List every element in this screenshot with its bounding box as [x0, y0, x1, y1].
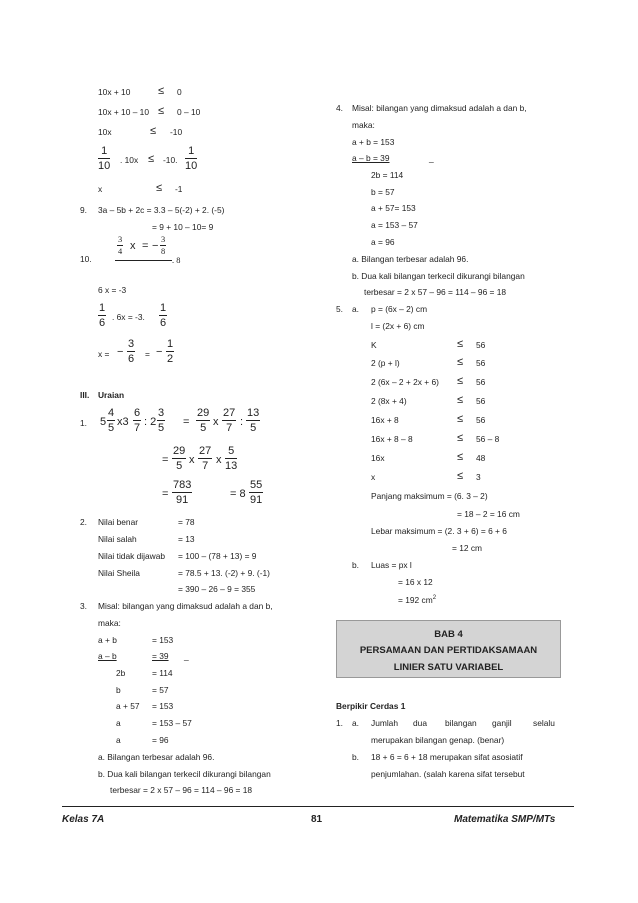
minus-sign: − [156, 346, 163, 358]
fraction: 3 8 [161, 235, 166, 257]
section-title: Uraian [98, 390, 125, 400]
bc-b-line-2: penjumlahan. (salah karena sifat tersebut [371, 769, 525, 779]
q5-key: 2 (p + l) [371, 358, 400, 368]
times-text: x3 [117, 416, 129, 428]
q3-intro: Misal: bilangan yang dimaksud adalah a dan b, [98, 601, 273, 611]
q4-row: a = 153 – 57 [371, 220, 418, 230]
q10-line-2: 6 x = -3 [98, 285, 127, 295]
fraction: 1 10 [185, 145, 198, 172]
q9-line-1: 3a – 5b + 2c = 3.3 – 5(-2) + 2. (-5) [98, 205, 225, 215]
q4-row: a + 57= 153 [371, 203, 416, 213]
equals-sign: = [183, 416, 190, 428]
equals-sign: = [162, 454, 169, 466]
leq-sign: ≤ [158, 85, 165, 97]
q3-key: a + 57 [116, 701, 140, 711]
leq-sign: ≤ [457, 338, 464, 350]
eq-line-2-rhs: 0 – 10 [177, 107, 201, 117]
variable-x: x [130, 240, 136, 252]
q2-value: = 13 [178, 534, 195, 544]
chapter-title-1: PERSAMAAN DAN PERTIDAKSAMAAN [359, 645, 538, 656]
bc-b-line-1: 18 + 6 = 6 + 18 merupakan sifat asosiatif [371, 752, 523, 762]
bc-part-b: b. [352, 752, 359, 762]
q2-value: = 78 [178, 517, 195, 527]
q3-value: = 57 [152, 685, 169, 695]
q5-value: 48 [476, 453, 486, 463]
q9-line-2: = 9 + 10 – 10= 9 [152, 222, 214, 232]
bc-a-line-2: merupakan bilangan genap. (benar) [371, 735, 505, 745]
footer-subject: Matematika SMP/MTs [454, 814, 556, 825]
q3-value: = 39 [152, 651, 169, 661]
fraction: 13 5 [247, 407, 260, 434]
fraction-bar [115, 260, 172, 261]
leq-sign: ≤ [156, 182, 163, 194]
q5-key: 2 (6x – 2 + 2x + 6) [371, 377, 439, 387]
leq-sign: ≤ [457, 356, 464, 368]
q3-value: = 96 [152, 735, 169, 745]
divide-sign: : [240, 416, 244, 428]
q4-answer-a: a. Bilangan terbesar adalah 96. [352, 254, 469, 264]
question-number: 3. [80, 601, 87, 611]
q4-row: a – b = 39 [352, 153, 390, 163]
chapter-title-2: LINIER SATU VARIABEL [393, 662, 504, 673]
fraction: 3 4 [118, 235, 123, 257]
q10-line-4-x: x = [98, 349, 110, 359]
q4-row: b = 57 [371, 187, 395, 197]
bc-word: Jumlah [371, 718, 398, 728]
q5-l: l = (2x + 6) cm [371, 321, 425, 331]
page-number: 81 [311, 814, 323, 825]
q5-value: 3 [476, 472, 481, 482]
q3-answer-b2: terbesar = 2 x 57 – 96 = 114 – 96 = 18 [110, 785, 253, 795]
fraction: 1 6 [160, 302, 167, 329]
chapter-number: BAB 4 [434, 629, 463, 640]
q5-key: 16x [371, 453, 385, 463]
q4-intro: Misal: bilangan yang dimaksud adalah a dan b, [352, 103, 527, 113]
q3-value: = 153 [152, 701, 174, 711]
q2-value: = 100 – (78 + 13) = 9 [178, 551, 257, 561]
q5-key: x [371, 472, 376, 482]
q5-value: 56 [476, 415, 486, 425]
q4-underscore: _ [429, 153, 434, 163]
fraction: 29 5 [173, 445, 186, 472]
eq-line-4-rhs: -10. [163, 155, 178, 165]
q4-row: 2b = 114 [371, 170, 404, 180]
q3-value: = 153 – 57 [152, 718, 192, 728]
q3-key: b [116, 685, 121, 695]
q4-row: a = 96 [371, 237, 395, 247]
footer-rule [62, 806, 574, 807]
bc-word: selalu [533, 718, 555, 728]
leq-sign: ≤ [457, 470, 464, 482]
q5-value: 56 [476, 358, 486, 368]
q3-answer-a: a. Bilangan terbesar adalah 96. [98, 752, 215, 762]
divide-text: : 2 [144, 416, 157, 428]
leq-sign: ≤ [150, 125, 157, 137]
bc-word: ganjil [492, 718, 512, 728]
leq-sign: ≤ [457, 432, 464, 444]
q5-key: K [371, 340, 377, 350]
question-number: 1. [336, 718, 343, 728]
q5-lebar-1: Lebar maksimum = (2. 3 + 6) = 6 + 6 [371, 526, 507, 536]
q3-value: = 114 [152, 668, 173, 678]
q3-key: a [116, 718, 121, 728]
q5-key: 2 (8x + 4) [371, 396, 407, 406]
equals-sign: = [145, 349, 150, 359]
eq-line-5-rhs: -1 [175, 184, 183, 194]
q5-value: 56 – 8 [476, 434, 500, 444]
q3-key: a + b [98, 635, 117, 645]
fraction: 27 7 [223, 407, 236, 434]
eq-line-1-lhs: 10x + 10 [98, 87, 131, 97]
multiplier: . 8 [172, 256, 181, 265]
question-number: 5. [336, 304, 343, 314]
q5-key: 16x + 8 – 8 [371, 434, 413, 444]
whole-number: 5 [100, 416, 107, 428]
fraction: 3 5 [158, 407, 165, 434]
leq-sign: ≤ [457, 375, 464, 387]
fraction: 4 5 [108, 407, 115, 434]
equals-sign: = [162, 488, 169, 500]
fraction: 1 6 [99, 302, 106, 329]
chapter-heading-box [336, 620, 561, 678]
mixed-equals: = 8 [230, 488, 246, 500]
q4-maka: maka: [352, 120, 375, 130]
subsection-title: Berpikir Cerdas 1 [336, 701, 406, 711]
question-number: 2. [80, 517, 87, 527]
leq-sign: ≤ [457, 413, 464, 425]
q5-value: 56 [476, 377, 486, 387]
bc-word: dua [413, 718, 427, 728]
q4-answer-b1: b. Dua kali bilangan terkecil dikurangi bilangan [352, 271, 525, 281]
q5-luas-2: = 16 x 12 [398, 577, 433, 587]
bc-part-a: a. [352, 718, 359, 728]
q5-value: 56 [476, 396, 486, 406]
fraction: 1 2 [167, 338, 174, 365]
fraction: 3 6 [128, 338, 135, 365]
fraction: 6 7 [134, 407, 141, 434]
q3-key: 2b [116, 668, 126, 678]
q2-key: Nilai salah [98, 534, 137, 544]
fraction: 29 5 [197, 407, 210, 434]
q10-line-3-mid: . 6x = -3. [112, 312, 145, 322]
leq-sign: ≤ [457, 451, 464, 463]
eq-line-3-lhs: 10x [98, 127, 112, 137]
q2-key: Nilai benar [98, 517, 139, 527]
superscript: 2 [432, 595, 437, 601]
eq-line-3-rhs: -10 [170, 127, 183, 137]
q3-answer-b1: b. Dua kali bilangan terkecil dikurangi bilangan [98, 769, 271, 779]
q5-part-a: a. [352, 304, 359, 314]
q4-answer-b2: terbesar = 2 x 57 – 96 = 114 – 96 = 18 [364, 287, 507, 297]
question-number: 4. [336, 103, 343, 113]
minus-sign: − [152, 240, 159, 252]
eq-line-5-lhs: x [98, 184, 103, 194]
q2-value: = 390 – 26 – 9 = 355 [178, 584, 256, 594]
q2-key: Nilai Sheila [98, 568, 140, 578]
bc-word: bilangan [445, 718, 477, 728]
fraction: 27 7 [199, 445, 212, 472]
fraction: 5 13 [225, 445, 238, 472]
q5-value: 56 [476, 340, 486, 350]
q5-key: 16x + 8 [371, 415, 399, 425]
q5-p: p = (6x – 2) cm [371, 304, 428, 314]
q5-part-b: b. [352, 560, 359, 570]
times-sign: x [216, 454, 222, 466]
q5-luas-1: Luas = px l [371, 560, 412, 570]
question-number: 1. [80, 418, 87, 428]
fraction: 1 10 [98, 145, 111, 172]
equals-sign: = [142, 240, 149, 252]
fraction: 55 91 [250, 479, 263, 506]
eq-line-1-rhs: 0 [177, 87, 182, 97]
eq-line-4-mid: . 10x [120, 155, 139, 165]
q5-panjang-2: = 18 – 2 = 16 cm [457, 509, 520, 519]
footer-class: Kelas 7A [62, 814, 105, 825]
q5-luas-3: = 192 $cm^2$ [398, 594, 437, 605]
minus-sign: − [117, 346, 124, 358]
q3-maka: maka: [98, 618, 121, 628]
q3-value: = 153 [152, 635, 174, 645]
question-number: 10. [80, 254, 92, 264]
q3-underscore: _ [184, 651, 189, 661]
q3-key: a – b [98, 651, 117, 661]
question-number: 9. [80, 205, 87, 215]
q2-key: Nilai tidak dijawab [98, 551, 166, 561]
leq-sign: ≤ [158, 105, 165, 117]
q5-panjang-1: Panjang maksimum = (6. 3 – 2) [371, 491, 488, 501]
eq-line-2-lhs: 10x + 10 – 10 [98, 107, 149, 117]
section-roman: III. [80, 390, 90, 400]
q4-row: a + b = 153 [352, 137, 395, 147]
times-sign: x [213, 416, 219, 428]
q2-value: = 78.5 + 13. (-2) + 9. (-1) [178, 568, 270, 578]
fraction: 783 91 [173, 479, 192, 506]
q5-lebar-2: = 12 cm [452, 543, 483, 553]
times-sign: x [189, 454, 195, 466]
leq-sign: ≤ [148, 153, 155, 165]
q3-key: a [116, 735, 121, 745]
leq-sign: ≤ [457, 394, 464, 406]
